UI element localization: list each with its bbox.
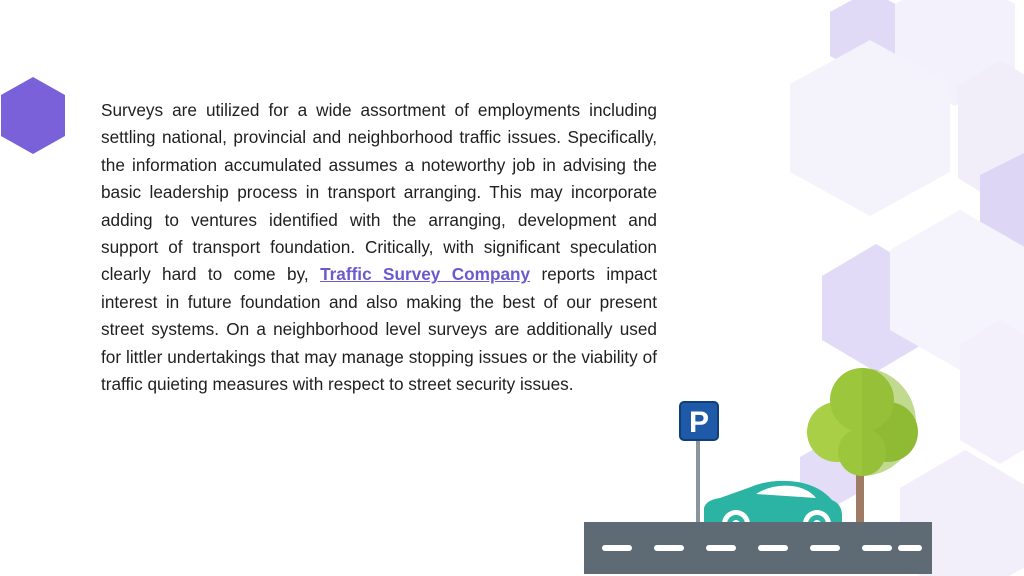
hexagon-deco — [960, 320, 1024, 464]
parking-street-illustration — [580, 360, 940, 576]
body-paragraph — [101, 97, 657, 398]
sign-pole — [696, 440, 700, 526]
parking-sign-letter: P — [688, 406, 710, 439]
accent-hexagon — [1, 77, 65, 154]
road — [584, 522, 932, 574]
body-text-before-link: Surveys are utilized for a wide assortment of employments including settling national, provincial and neighborhood traffic issues. Specifically, the information accumulated assumes a noteworthy job in advising the basic leadership process in transport arranging. This may incorporate adding to ventures identified with the arranging, development and support of transport foundation. Critically, with significant speculation clearly hard to come by, — [101, 100, 657, 285]
tree-icon — [807, 368, 918, 476]
body-text-after-link: reports impact interest in future foundation and also making the best of our present street systems. On a neighborhood level surveys are additionally used for littler undertakings that may manage stopping issues or the viability of traffic quieting measures with respect to street security issues. — [101, 264, 657, 395]
traffic-survey-company-link[interactable]: Traffic Survey Company — [320, 264, 531, 285]
